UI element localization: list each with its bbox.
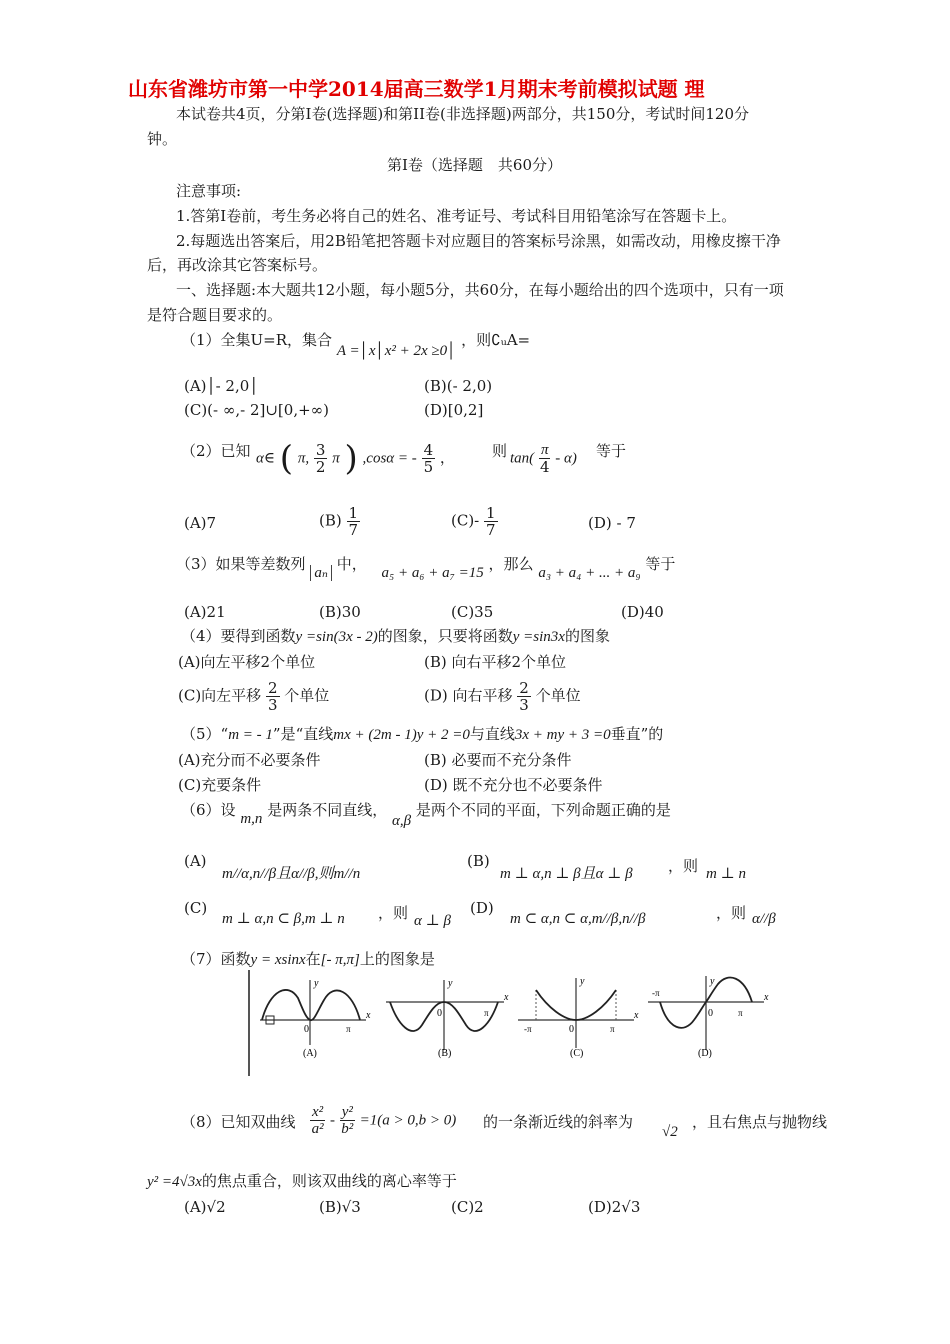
q1-option-b: (B)(- 2,0) (424, 377, 493, 395)
q1-option-d: (D)[0,2] (424, 401, 484, 419)
svg-text:x: x (366, 1010, 371, 1021)
q5-stem: （5）“m = - 1”是“直线mx + (2m - 1)y + 2 =0与直线3x + my + 3 =0垂直”的 (181, 725, 664, 743)
q2-option-c: (C)- $\frac{1}{7}$ (451, 504, 496, 539)
svg-text:y: y (710, 976, 715, 987)
q6-option-a: m//α,n//β且α//β,则m//n (222, 866, 361, 882)
q6-option-d: m ⊂ α,n ⊂ α,m//β,n//β (510, 911, 646, 927)
q5-option-a: (A)充分而不必要条件 (178, 751, 321, 769)
svg-text:x: x (634, 1010, 639, 1021)
q8-text2: 的一条渐近线的斜率为 (483, 1113, 634, 1131)
q7-graphs-figure (248, 970, 768, 1078)
q2-option-b: (B) $\frac{1}{7}$ (319, 504, 359, 539)
q6-option-a-label: (A) (184, 852, 207, 870)
figure-left-border (248, 970, 250, 1076)
q2-option-a: (A)7 (184, 514, 217, 532)
part1-line-1: 一、选择题:本大题共12小题，每小题5分，共60分，在每小题给出的四个选项中，只有一项 (176, 281, 784, 299)
graph-b-label: (B) (438, 1048, 452, 1059)
q3-option-a: (A)21 (184, 603, 226, 621)
q2-condition: α∈ ( π, $\frac{3}{2}$ π ) ,cosα = - $\frac{4}{5}$ ， (256, 438, 455, 479)
svg-text:x: x (504, 992, 509, 1003)
q6-option-c-label: (C) (184, 899, 208, 917)
q8-option-b: (B)√3 (319, 1198, 361, 1216)
q3-option-c: (C)35 (451, 603, 494, 621)
graph-c-label: (C) (570, 1048, 584, 1059)
q3-option-d: (D)40 (621, 603, 664, 621)
q4-option-c: (C)向左平移 $\frac{2}{3}$ 个单位 (178, 679, 330, 714)
graph-a-label: (A) (303, 1048, 317, 1059)
svg-text:π: π (610, 1024, 615, 1034)
q6-option-b-then: ，则 (668, 857, 699, 875)
svg-text:x: x (764, 992, 769, 1003)
page-title: 山东省潍坊市第一中学2014届高三数学1月期末考前模拟试题 理 (128, 77, 705, 101)
q1-stem (181, 330, 531, 359)
q6-option-d-result: α//β (752, 911, 776, 927)
q3-stem: （3）如果等差数列 aₙ 中， a₅ + a₆ + a₇ =15 ，那么 a₃ + a₄ + ... + a₉ 等于 (176, 555, 676, 581)
svg-text:y: y (314, 978, 319, 989)
q1-prefix: （1）全集U=R，集合 (181, 331, 333, 349)
q5-option-c: (C)充要条件 (178, 776, 262, 794)
q1-suffix: ，则∁ᵤA= (461, 331, 531, 349)
q6-option-b-label: (B) (467, 852, 490, 870)
q6-stem: （6）设 m,n 是两条不同直线， α,β 是两个不同的平面，下列命题正确的是 (181, 801, 671, 829)
q8-option-d: (D)2√3 (588, 1198, 641, 1216)
section-header: 第I卷（选择题 共60分） (387, 156, 563, 174)
q1-option-a: (A)│- 2,0│ (184, 377, 259, 395)
svg-text:y: y (448, 978, 453, 989)
q4-option-a: (A)向左平移2个单位 (178, 653, 316, 671)
graph-b (386, 978, 509, 1059)
q8-line2: y² =4√3x的焦点重合，则该双曲线的离心率等于 (147, 1172, 457, 1190)
graph-d-label: (D) (698, 1048, 712, 1059)
q2-option-d: (D) - 7 (588, 514, 636, 532)
q4-option-b: (B) 向右平移2个单位 (424, 653, 567, 671)
svg-text:-π: -π (524, 1024, 532, 1034)
q2-tan: tan( $\frac{\pi}{4}$ - α) (510, 442, 577, 476)
q6-option-b-result: m ⊥ n (706, 866, 746, 882)
svg-text:y: y (580, 976, 585, 987)
q3-sequence: aₙ (310, 565, 332, 581)
part1-line-2: 是符合题目要求的。 (147, 306, 283, 324)
notice-2-line-1: 2.每题选出答案后，用2B铅笔把答题卡对应题目的答案标号涂黑，如需改动，用橡皮擦干净 (176, 232, 781, 250)
svg-text:π: π (484, 1008, 489, 1018)
graph-c (518, 976, 639, 1059)
q6-option-d-label: (D) (470, 899, 494, 917)
svg-text:0: 0 (569, 1024, 574, 1035)
graph-a (260, 978, 371, 1059)
svg-text:0: 0 (708, 1008, 713, 1019)
q6-option-d-then: ，则 (716, 904, 747, 922)
svg-text:-π: -π (652, 988, 660, 998)
q2-suffix: 等于 (596, 442, 627, 460)
notice-1: 1.答第I卷前，考生务必将自己的姓名、准考证号、考试科目用铅笔涂写在答题卡上。 (176, 207, 737, 225)
q1-set: A =│x│x² + 2x ≥0│ (336, 343, 457, 359)
q8-option-a: (A)√2 (184, 1198, 226, 1216)
q7-stem: （7）函数y = xsinx在[- π,π]上的图象是 (181, 950, 435, 968)
q4-stem: （4）要得到函数y =sin(3x - 2)的图象，只要将函数y =sin3x的图象 (181, 627, 610, 645)
q6-option-c-result: α ⊥ β (414, 913, 451, 929)
notice-2-line-2: 后，再改涂其它答案标号。 (147, 256, 328, 274)
q8-hyperbola: $\frac{\text{x²}}{\text{a²}}$ - $\frac{\text{y²}}{\text{b²}}$ =1(a > 0,b > 0) (311, 1104, 457, 1137)
q5-option-d: (D) 既不充分也不必要条件 (424, 776, 603, 794)
q6-option-b: m ⊥ α,n ⊥ β且α ⊥ β (500, 866, 633, 882)
svg-text:0: 0 (437, 1008, 442, 1019)
q6-option-c-then: ，则 (378, 904, 409, 922)
intro-line-2: 钟。 (147, 130, 178, 148)
svg-text:π: π (738, 1008, 743, 1018)
q2-prefix: （2）已知 (181, 442, 251, 460)
q8-slope: √2 (662, 1124, 678, 1140)
q8-prefix: （8）已知双曲线 (181, 1113, 296, 1131)
q3-option-b: (B)30 (319, 603, 361, 621)
q8-text3: ，且右焦点与抛物线 (692, 1113, 828, 1131)
q4-option-d: (D) 向右平移 $\frac{2}{3}$ 个单位 (424, 679, 581, 714)
q8-option-c: (C)2 (451, 1198, 484, 1216)
graph-d (648, 976, 769, 1059)
q2-then: 则 (492, 442, 508, 460)
q6-option-c: m ⊥ α,n ⊂ β,m ⊥ n (222, 911, 345, 927)
notice-title: 注意事项: (176, 182, 242, 200)
svg-text:π: π (346, 1024, 351, 1034)
intro-line-1: 本试卷共4页，分第I卷(选择题)和第II卷(非选择题)两部分，共150分，考试时间120分 (176, 105, 749, 123)
q5-option-b: (B) 必要而不充分条件 (424, 751, 572, 769)
svg-text:0: 0 (304, 1024, 309, 1035)
q1-option-c: (C)(- ∞,- 2]∪[0,+∞) (184, 401, 330, 419)
